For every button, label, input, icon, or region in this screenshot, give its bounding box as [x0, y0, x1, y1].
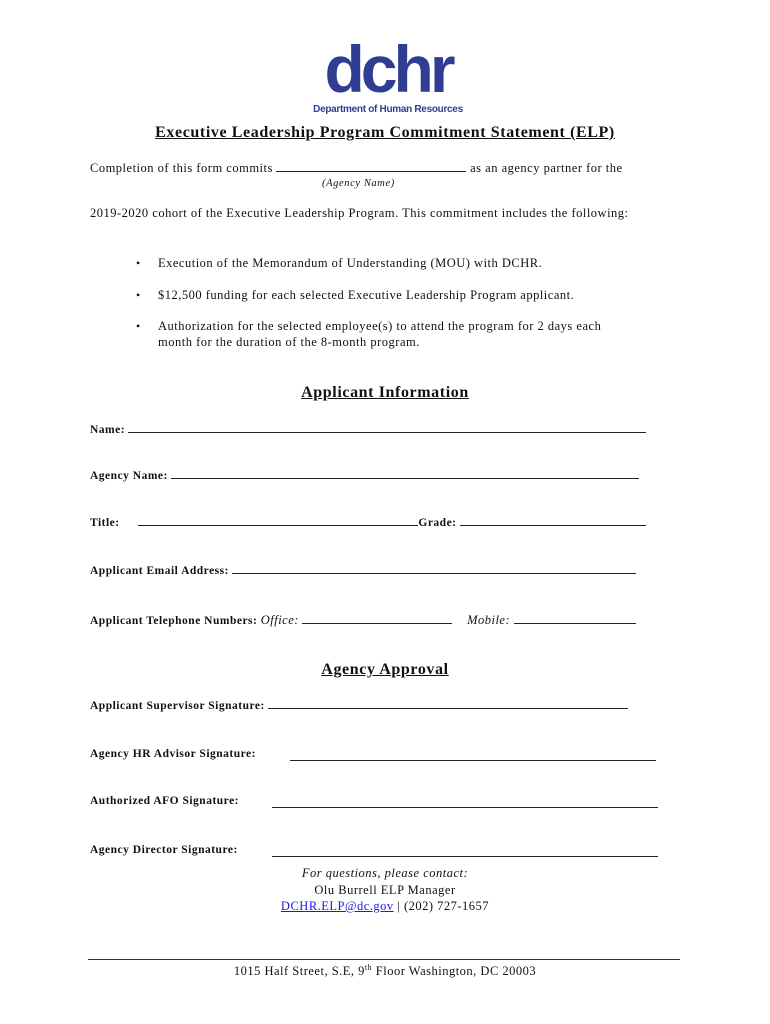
- agency-name-blank[interactable]: [276, 171, 466, 172]
- telephone-field-row: [90, 613, 636, 628]
- mobile-phone-input-line[interactable]: [514, 623, 636, 624]
- title-label: Title:: [90, 517, 120, 529]
- supervisor-signature-row: [90, 700, 628, 712]
- logo-wordmark: dchr: [324, 32, 452, 106]
- hr-advisor-signature-line[interactable]: [290, 760, 656, 761]
- bullet-dot: •: [136, 319, 141, 333]
- telephone-label: Applicant Telephone Numbers:: [90, 615, 258, 627]
- bullet-dot: •: [136, 256, 141, 270]
- agency-name-label: Agency Name:: [90, 470, 168, 482]
- footer-divider: [88, 959, 680, 960]
- dchr-logo: [313, 32, 463, 118]
- agency-name-hint: (Agency Name): [322, 178, 395, 189]
- mobile-label: Mobile:: [467, 613, 511, 627]
- title-input-line[interactable]: [138, 525, 418, 526]
- document-title: Executive Leadership Program Commitment Statement (ELP): [155, 124, 615, 141]
- grade-label: Grade:: [418, 517, 457, 529]
- supervisor-signature-line[interactable]: [268, 708, 628, 709]
- footer-address-superscript: th: [364, 963, 373, 972]
- intro-suffix: as an agency partner for the: [470, 161, 623, 175]
- afo-signature-label: Authorized AFO Signature:: [90, 795, 240, 807]
- hr-advisor-signature-row: [90, 748, 256, 760]
- contact-prompt: For questions, please contact:: [301, 866, 469, 880]
- name-field-row: [90, 424, 646, 436]
- bullet-item-funding: $12,500 funding for each selected Executive Leadership Program applicant.: [158, 288, 575, 302]
- footer-address-start: 1015 Half Street, S.E, 9: [233, 964, 365, 979]
- bullet-item-authorization: Authorization for the selected employee(s) to attend the program for 2 days each: [158, 319, 602, 333]
- director-signature-line[interactable]: [272, 856, 658, 857]
- intro-line-2: 2019-2020 cohort of the Executive Leadership Program. This commitment includes the following:: [90, 206, 629, 220]
- director-signature-row: [90, 844, 238, 856]
- agency-name-field-row: [90, 470, 639, 482]
- bullet-dot: •: [136, 288, 141, 302]
- agency-name-input-line[interactable]: [171, 478, 639, 479]
- title-grade-field-row: [90, 517, 646, 529]
- email-label: Applicant Email Address:: [90, 565, 229, 577]
- contact-email-link[interactable]: DCHR.ELP@dc.gov: [280, 899, 394, 913]
- name-input-line[interactable]: [128, 432, 646, 433]
- director-signature-label: Agency Director Signature:: [90, 844, 238, 856]
- office-label: Office:: [260, 613, 299, 627]
- contact-phone: | (202) 727-1657: [397, 899, 490, 913]
- agency-approval-heading: Agency Approval: [321, 661, 449, 678]
- email-field-row: [90, 565, 636, 577]
- contact-details: [0, 899, 770, 914]
- afo-signature-row: [90, 795, 239, 807]
- bullet-item-mou: Execution of the Memorandum of Understanding (MOU) with DCHR.: [158, 256, 543, 270]
- intro-line-1: [90, 161, 623, 176]
- name-label: Name:: [90, 424, 126, 436]
- bullet-item-authorization-cont: month for the duration of the 8-month program.: [158, 335, 420, 349]
- contact-name: Olu Burrell ELP Manager: [314, 883, 456, 897]
- office-phone-input-line[interactable]: [302, 623, 452, 624]
- footer-address-end: Floor Washington, DC 20003: [372, 964, 537, 979]
- applicant-information-heading: Applicant Information: [301, 384, 469, 401]
- afo-signature-line[interactable]: [272, 807, 658, 808]
- supervisor-signature-label: Applicant Supervisor Signature:: [90, 700, 265, 712]
- footer-address: [0, 963, 770, 979]
- email-input-line[interactable]: [232, 573, 636, 574]
- logo-subtitle: Department of Human Resources: [313, 104, 463, 115]
- intro-prefix: Completion of this form commits: [90, 161, 273, 175]
- grade-input-line[interactable]: [460, 525, 646, 526]
- hr-advisor-signature-label: Agency HR Advisor Signature:: [90, 748, 256, 760]
